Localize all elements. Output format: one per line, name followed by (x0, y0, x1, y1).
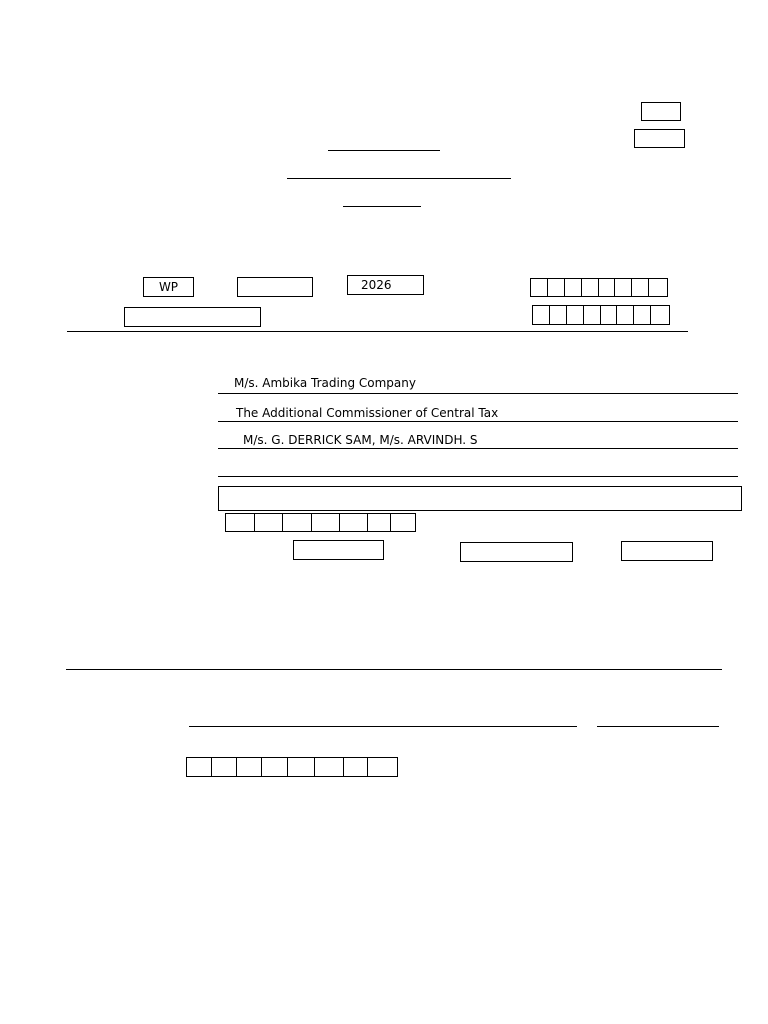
date-cells-1[interactable] (530, 278, 668, 297)
respondent-underline (218, 421, 738, 422)
heading-underline-2 (287, 178, 511, 179)
blank-underline (218, 476, 738, 477)
signature-line-2 (597, 726, 719, 727)
heading-underline-1 (328, 150, 440, 151)
case-year-field[interactable] (347, 275, 424, 295)
top-right-box-2[interactable] (634, 129, 685, 148)
case-type-value: WP (158, 280, 179, 294)
section-divider-1 (67, 331, 688, 332)
entry-field-1[interactable] (293, 540, 384, 560)
respondent-name: The Additional Commissioner of Central Tax (236, 406, 499, 420)
petitioner-underline (218, 393, 738, 394)
wide-entry-field[interactable] (218, 486, 742, 511)
entry-field-3[interactable] (621, 541, 713, 561)
heading-underline-3 (343, 206, 421, 207)
section-divider-2 (66, 669, 722, 670)
petitioner-name: M/s. Ambika Trading Company (234, 376, 416, 390)
top-right-box-1[interactable] (641, 102, 681, 121)
reference-field[interactable] (124, 307, 261, 327)
date-cells-2[interactable] (532, 305, 670, 325)
counsel-underline (218, 448, 738, 449)
case-number-field[interactable] (237, 277, 313, 297)
case-type-field[interactable] (143, 277, 194, 297)
entry-cells[interactable] (225, 513, 416, 532)
bottom-cells[interactable] (186, 757, 398, 777)
entry-field-2[interactable] (460, 542, 573, 562)
case-year-value: 2026 (361, 278, 392, 292)
counsel-names: M/s. G. DERRICK SAM, M/s. ARVINDH. S (243, 433, 478, 447)
signature-line-1 (189, 726, 577, 727)
